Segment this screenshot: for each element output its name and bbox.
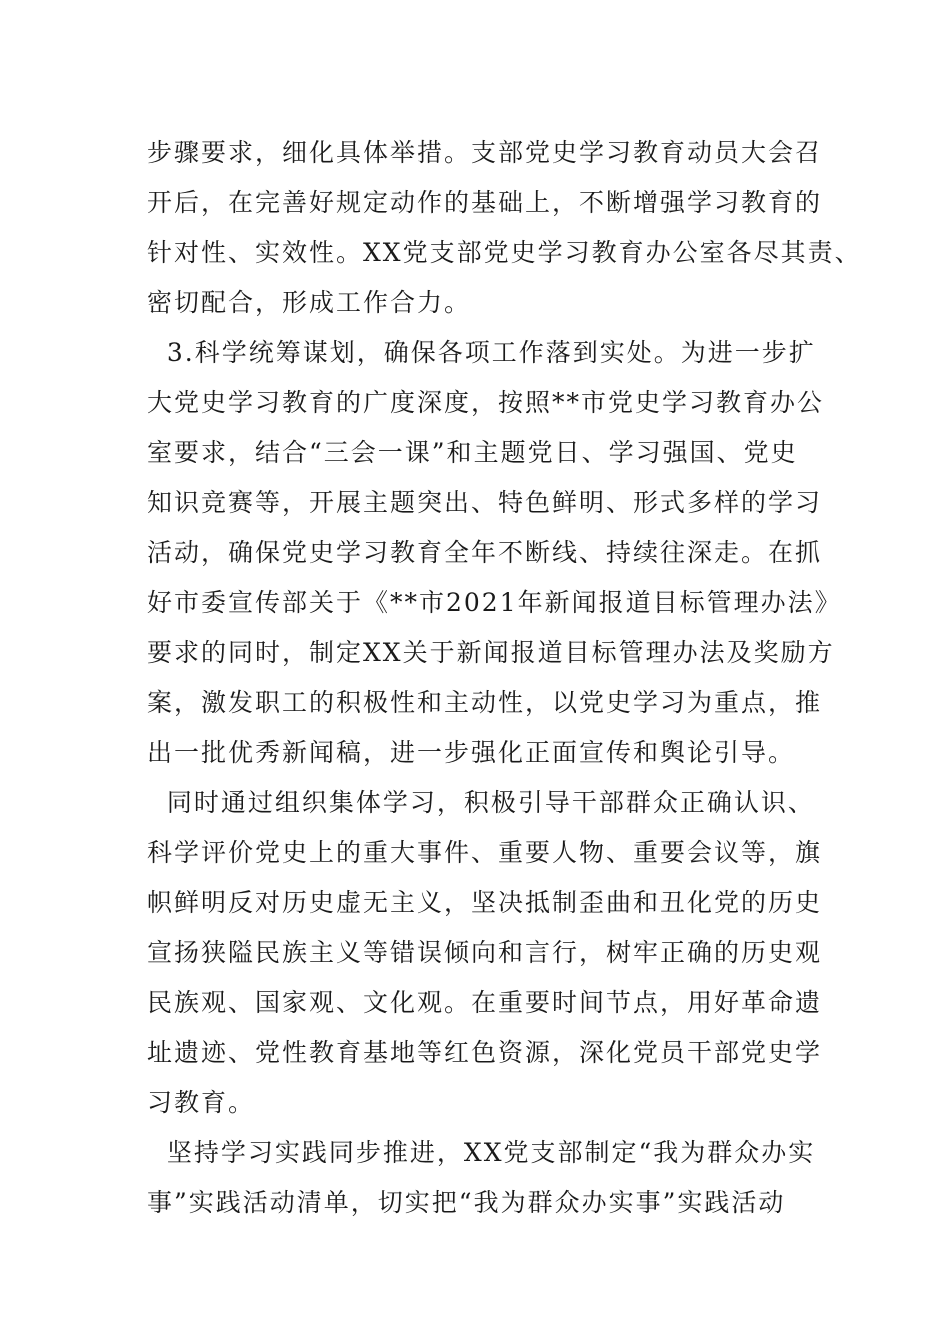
text-line: 同时通过组织集体学习，积极引导干部群众正确认识、 [147, 788, 815, 817]
text-line: 好市委宣传部关于《**市2021年新闻报道目标管理办法》 [147, 588, 842, 617]
text-line: 帜鲜明反对历史虚无主义，坚决抵制歪曲和丑化党的历史 [147, 888, 823, 917]
text-line: 习教育。 [147, 1088, 256, 1117]
text-line: 址遗迹、党性教育基地等红色资源，深化党员干部党史学 [147, 1038, 823, 1067]
text-line: 密切配合，形成工作合力。 [147, 288, 472, 317]
text-line: 步骤要求，细化具体举措。支部党史学习教育动员大会召 [147, 138, 823, 167]
text-line: 大党史学习教育的广度深度，按照**市党史学习教育办公 [147, 388, 825, 417]
text-line: 事”实践活动清单，切实把“我为群众办实事”实践活动 [147, 1188, 786, 1217]
text-line: 要求的同时，制定XX关于新闻报道目标管理办法及奖励方 [147, 638, 835, 667]
text-line: 出一批优秀新闻稿，进一步强化正面宣传和舆论引导。 [147, 738, 796, 767]
text-line: 科学评价党史上的重大事件、重要人物、重要会议等，旗 [147, 838, 823, 867]
text-line: 坚持学习实践同步推进，XX党支部制定“我为群众办实 [147, 1138, 816, 1167]
text-line: 室要求，结合“三会一课”和主题党日、学习强国、党史 [147, 438, 798, 467]
text-line: 宣扬狭隘民族主义等错误倾向和言行，树牢正确的历史观 [147, 938, 823, 967]
text-line: 针对性、实效性。XX党支部党史学习教育办公室各尽其责、 [147, 238, 862, 267]
text-line: 活动，确保党史学习教育全年不断线、持续往深走。在抓 [147, 538, 823, 567]
text-line: 3.科学统筹谋划，确保各项工作落到实处。为进一步扩 [147, 338, 816, 367]
text-line: 民族观、国家观、文化观。在重要时间节点，用好革命遗 [147, 988, 823, 1017]
text-line: 知识竞赛等，开展主题突出、特色鲜明、形式多样的学习 [147, 488, 823, 517]
document-body [147, 128, 862, 1228]
text-line: 案，激发职工的积极性和主动性，以党史学习为重点，推 [147, 688, 823, 717]
text-line: 开后，在完善好规定动作的基础上，不断增强学习教育的 [147, 188, 823, 217]
